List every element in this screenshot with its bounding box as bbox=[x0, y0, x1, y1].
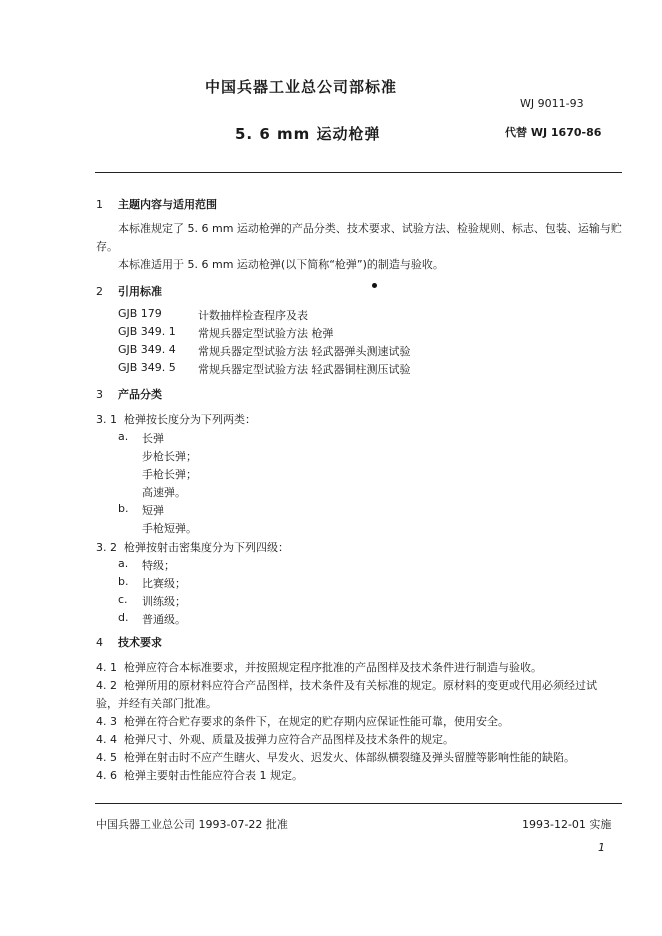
stray-dot-mark bbox=[372, 283, 377, 288]
section-2-heading bbox=[96, 283, 162, 299]
section-number: 1 bbox=[96, 198, 103, 211]
section-1-para-1-line-1: 本标准规定了 5. 6 mm 运动枪弹的产品分类、技术要求、试验方法、检验规则、标志、包装、运输与贮 bbox=[118, 222, 622, 235]
clause-3-1 bbox=[96, 411, 256, 427]
clause-4-3 bbox=[96, 713, 509, 729]
document-title: 5. 6 mm 运动枪弹 bbox=[235, 125, 381, 143]
list-label: b. bbox=[118, 575, 129, 588]
clause-text: 枪弹尺寸、外观、质量及拔弹力应符合产品图样及技术条件的规定。 bbox=[124, 733, 454, 746]
list-label: c. bbox=[118, 593, 128, 606]
clause-text: 枪弹按长度分为下列两类： bbox=[124, 413, 256, 426]
section-1-para-1-line-2: 存。 bbox=[96, 240, 118, 253]
clause-number: 4. 4 bbox=[96, 733, 117, 746]
clause-4-2 bbox=[96, 677, 597, 693]
list-label: b. bbox=[118, 502, 129, 515]
clause-4-2-continued: 验，并经有关部门批准。 bbox=[96, 697, 217, 710]
standard-number: WJ 9011-93 bbox=[520, 97, 584, 110]
section-number: 2 bbox=[96, 285, 103, 298]
clause-text: 枪弹所用的原材料应符合产品图样，技术条件及有关标准的规定。原材料的变更或代用必须经过试 bbox=[124, 679, 597, 692]
list-item: 手枪长弹； bbox=[142, 468, 197, 481]
ref-code: GJB 349. 1 bbox=[118, 325, 176, 338]
ref-title: 常规兵器定型试验方法 轻武器铜柱测压试验 bbox=[198, 363, 411, 376]
clause-number: 4. 1 bbox=[96, 661, 117, 674]
clause-text: 枪弹在符合贮存要求的条件下，在规定的贮存期内应保证性能可靠，使用安全。 bbox=[124, 715, 509, 728]
clause-number: 4. 5 bbox=[96, 751, 117, 764]
approval-line: 中国兵器工业总公司 1993-07-22 批准 bbox=[96, 818, 288, 831]
clause-text: 枪弹按射击密集度分为下列四级： bbox=[124, 541, 289, 554]
section-title: 主题内容与适用范围 bbox=[118, 198, 217, 211]
issuing-authority: 中国兵器工业总公司部标准 bbox=[205, 78, 398, 96]
effective-date: 1993-12-01 实施 bbox=[522, 818, 612, 831]
clause-number: 3. 1 bbox=[96, 413, 117, 426]
page-number: 1 bbox=[598, 841, 605, 854]
list-item: 长弹 bbox=[142, 432, 164, 445]
section-number: 3 bbox=[96, 388, 103, 401]
clause-text: 枪弹主要射击性能应符合表 1 规定。 bbox=[124, 769, 303, 782]
section-4-heading bbox=[96, 634, 162, 650]
section-1-para-2: 本标准适用于 5. 6 mm 运动枪弹(以下简称“枪弹”)的制造与验收。 bbox=[118, 258, 444, 271]
list-item: 短弹 bbox=[142, 504, 164, 517]
list-item: 训练级； bbox=[142, 595, 186, 608]
clause-number: 3. 2 bbox=[96, 541, 117, 554]
clause-number: 4. 6 bbox=[96, 769, 117, 782]
list-label: a. bbox=[118, 430, 129, 443]
section-title: 产品分类 bbox=[118, 388, 162, 401]
section-1-heading bbox=[96, 196, 217, 212]
clause-text: 枪弹应符合本标准要求，并按照规定程序批准的产品图样及技术条件进行制造与验收。 bbox=[124, 661, 542, 674]
clause-4-4 bbox=[96, 731, 454, 747]
ref-code: GJB 349. 5 bbox=[118, 361, 176, 374]
ref-title: 计数抽样检查程序及表 bbox=[198, 309, 308, 322]
section-title: 引用标准 bbox=[118, 285, 162, 298]
clause-text: 枪弹在射击时不应产生瞎火、早发火、迟发火、体部纵横裂缝及弹头留膛等影响性能的缺陷。 bbox=[124, 751, 575, 764]
clause-number: 4. 3 bbox=[96, 715, 117, 728]
clause-number: 4. 2 bbox=[96, 679, 117, 692]
replaces-standard: 代替 WJ 1670-86 bbox=[505, 126, 602, 139]
list-item: 手枪短弹。 bbox=[142, 522, 197, 535]
list-item: 特级； bbox=[142, 559, 175, 572]
section-3-heading bbox=[96, 386, 162, 402]
list-label: d. bbox=[118, 611, 129, 624]
list-item: 普通级。 bbox=[142, 613, 186, 626]
clause-3-2 bbox=[96, 539, 289, 555]
header-rule bbox=[95, 172, 622, 173]
ref-code: GJB 179 bbox=[118, 307, 162, 320]
footer-rule bbox=[95, 803, 622, 804]
list-label: a. bbox=[118, 557, 129, 570]
clause-4-6 bbox=[96, 767, 303, 783]
ref-code: GJB 349. 4 bbox=[118, 343, 176, 356]
section-number: 4 bbox=[96, 636, 103, 649]
clause-4-5 bbox=[96, 749, 575, 765]
ref-title: 常规兵器定型试验方法 轻武器弹头测速试验 bbox=[198, 345, 411, 358]
list-item: 步枪长弹； bbox=[142, 450, 197, 463]
ref-title: 常规兵器定型试验方法 枪弹 bbox=[198, 327, 334, 340]
list-item: 比赛级； bbox=[142, 577, 186, 590]
section-title: 技术要求 bbox=[118, 636, 162, 649]
list-item: 高速弹。 bbox=[142, 486, 186, 499]
clause-4-1 bbox=[96, 659, 542, 675]
